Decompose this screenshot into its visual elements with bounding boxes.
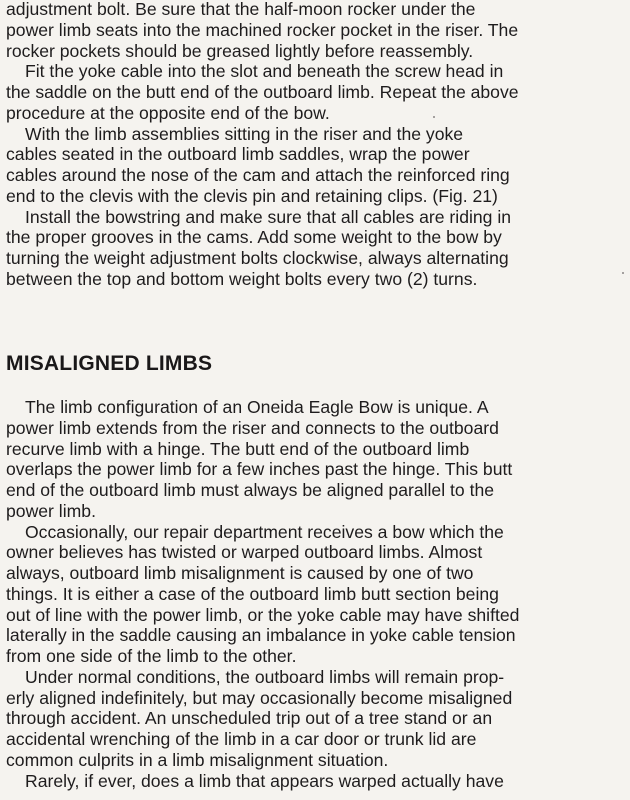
- body-text-top: [6, 0, 628, 290]
- text-line: adjustment bolt. Be sure that the half-moon rocker under the: [6, 0, 476, 19]
- scan-speck: [433, 116, 435, 118]
- text-line: common culprits in a limb misalignment situation.: [6, 749, 389, 770]
- paragraph-start-line: Occasionally, our repair department receives a bow which the: [25, 521, 504, 542]
- text-line: power limb.: [6, 500, 96, 521]
- paragraph-start-line: With the limb assemblies sitting in the riser and the yoke: [25, 123, 464, 144]
- text-line: cables around the nose of the cam and attach the reinforced ring: [6, 165, 510, 185]
- text-line: rocker pockets should be greased lightly before reassembly.: [6, 40, 474, 61]
- text-line: power limb extends from the riser and connects to the outboard: [6, 417, 499, 438]
- text-line: recurve limb with a hinge. The butt end of the outboard limb: [6, 438, 470, 459]
- text-line: end of the outboard limb must always be aligned parallel to the: [6, 480, 495, 500]
- text-line: procedure at the opposite end of the bow.: [6, 102, 330, 123]
- paragraph-start-line: The limb configuration of an Oneida Eagle Bow is unique. A: [25, 397, 489, 417]
- text-line: turning the weight adjustment bolts clockwise, always alternating: [6, 248, 509, 268]
- text-line: always, outboard limb misalignment is caused by one of two: [6, 563, 474, 583]
- text-line: the proper grooves in the cams. Add some weight to the bow by: [6, 227, 502, 248]
- text-line: overlaps the power limb for a few inches past the hinge. This butt: [6, 459, 513, 480]
- text-line: accidental wrenching of the limb in a car door or trunk lid are: [6, 729, 477, 749]
- text-line: end to the clevis with the clevis pin and retaining clips. (Fig. 21): [6, 185, 498, 206]
- text-line: erly aligned indefinitely, but may occasionally become misaligned: [6, 687, 513, 708]
- text-line: between the top and bottom weight bolts every two (2) turns.: [6, 268, 478, 289]
- text-line: things. It is either a case of the outboard limb butt section being: [6, 583, 499, 604]
- body-text-misaligned-limbs: [6, 397, 628, 791]
- paragraph-start-line: Under normal conditions, the outboard limbs will remain prop-: [25, 666, 505, 687]
- text-line: from one side of the limb to the other.: [6, 646, 297, 666]
- text-line: through accident. An unscheduled trip out of a tree stand or an: [6, 708, 493, 729]
- text-line: laterally in the saddle causing an imbalance in yoke cable tension: [6, 625, 516, 646]
- section-heading: MISALIGNED LIMBS: [6, 352, 213, 375]
- text-line: power limb seats into the machined rocker pocket in the riser. The: [6, 19, 519, 40]
- paragraph-start-line: Install the bowstring and make sure that all cables are riding in: [25, 206, 512, 227]
- text-line: cables seated in the outboard limb saddles, wrap the power: [6, 144, 470, 165]
- text-line: owner believes has twisted or warped outboard limbs. Almost: [6, 542, 483, 563]
- paragraph-start-line: Rarely, if ever, does a limb that appears warped actually have: [25, 770, 504, 791]
- paragraph-start-line: Fit the yoke cable into the slot and beneath the screw head in: [25, 61, 504, 82]
- text-line: the saddle on the butt end of the outboard limb. Repeat the above: [6, 82, 519, 102]
- text-line: out of line with the power limb, or the yoke cable may have shifted: [6, 604, 520, 625]
- scan-speck: [622, 272, 624, 274]
